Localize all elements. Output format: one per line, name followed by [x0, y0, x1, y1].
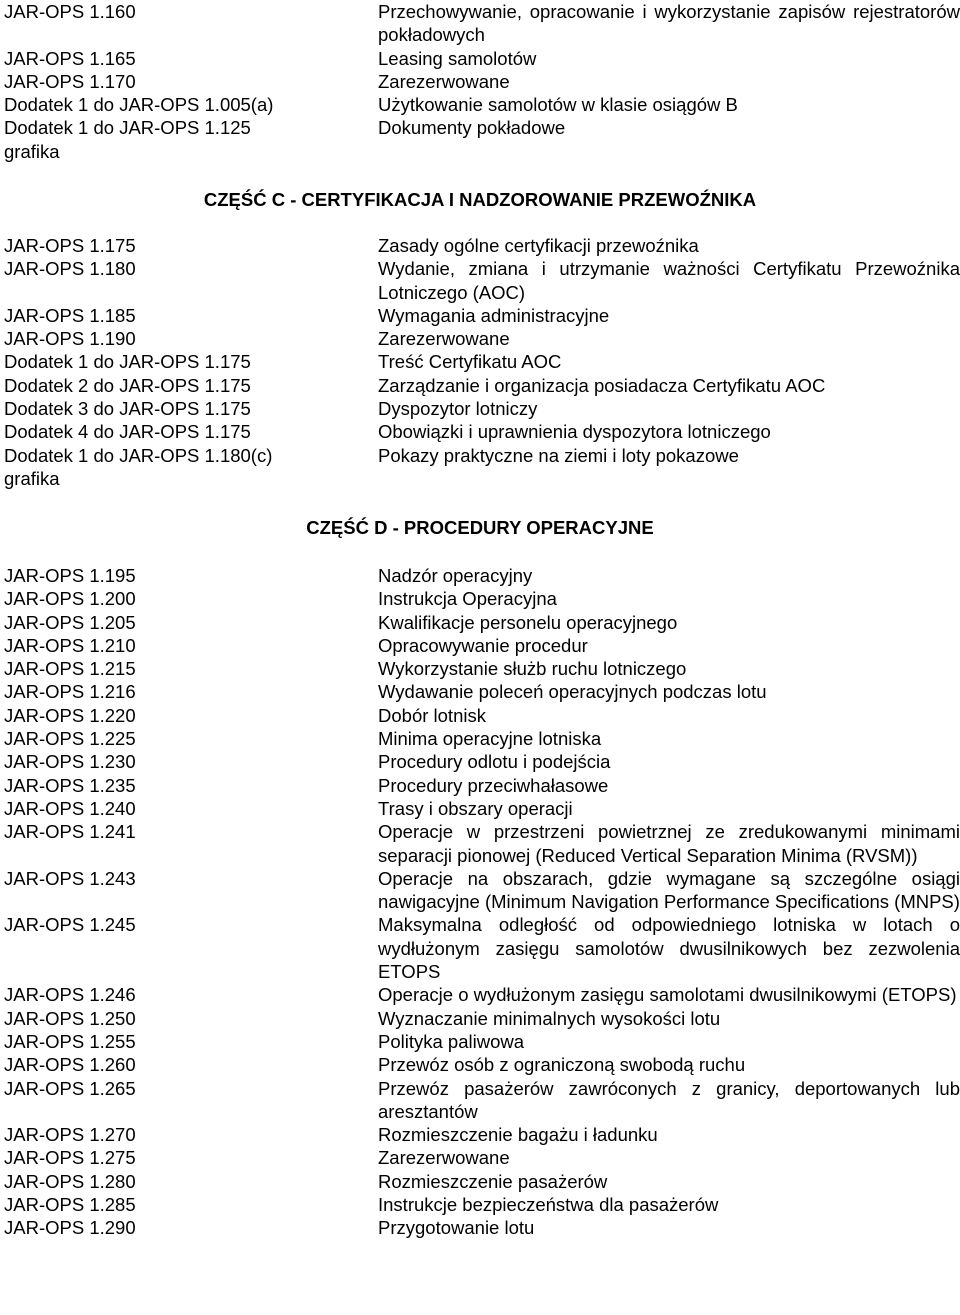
- toc-row: [4, 93, 960, 116]
- toc-row-title: Leasing samolotów: [378, 47, 537, 69]
- toc-row: [4, 820, 960, 867]
- toc-row-title: Zarządzanie i organizacja posiadacza Certyfikatu AOC: [378, 374, 826, 396]
- toc-row: [4, 1007, 960, 1030]
- toc-row-title: Nadzór operacyjny: [378, 565, 533, 586]
- toc-row-title: Polityka paliwowa: [378, 1030, 525, 1052]
- toc-row-reference: JAR-OPS 1.165: [4, 47, 136, 69]
- toc-row-reference: JAR-OPS 1.280: [4, 1170, 136, 1192]
- toc-row: [4, 657, 960, 680]
- toc-row-title: Wydanie, zmiana i utrzymanie ważności Certyfikatu Przewoźnika Lotniczego (AOC): [378, 258, 960, 303]
- part-c-entries: [4, 234, 960, 490]
- toc-row-reference: JAR-OPS 1.160: [4, 1, 136, 22]
- toc-row-reference: JAR-OPS 1.290: [4, 1217, 136, 1239]
- toc-row-title: Obowiązki i uprawnienia dyspozytora lotniczego: [378, 421, 771, 443]
- toc-row-title: Wymagania administracyjne: [378, 304, 610, 326]
- toc-row-reference: JAR-OPS 1.245: [4, 914, 136, 936]
- toc-row: [4, 140, 960, 163]
- toc-row: [4, 634, 960, 657]
- toc-row: [4, 1053, 960, 1076]
- toc-row: [4, 444, 960, 467]
- toc-row-title: Procedury przeciwhałasowe: [378, 774, 609, 796]
- toc-row-title: Opracowywanie procedur: [378, 634, 588, 656]
- toc-row-title: Operacje o wydłużonym zasięgu samolotami dwusilnikowymi (ETOPS): [378, 984, 957, 1006]
- top-entries: [4, 0, 960, 163]
- toc-row-reference: JAR-OPS 1.175: [4, 235, 136, 256]
- part-c-heading: CZĘŚĆ C - CERTYFIKACJA I NADZOROWANIE PRZEWOŹNIKA: [203, 189, 757, 210]
- toc-row: [4, 304, 960, 327]
- toc-row-reference: JAR-OPS 1.220: [4, 704, 136, 726]
- toc-row: [4, 1193, 960, 1216]
- toc-row: [4, 913, 960, 983]
- toc-row: [4, 467, 960, 490]
- toc-row: [4, 1123, 960, 1146]
- toc-row-title: Instrukcja Operacyjna: [378, 588, 557, 610]
- toc-row: [4, 70, 960, 93]
- toc-row-title: Trasy i obszary operacji: [378, 797, 573, 819]
- toc-row: [4, 1077, 960, 1124]
- toc-row-reference: JAR-OPS 1.180: [4, 258, 136, 280]
- toc-row-title: Zarezerwowane: [378, 70, 510, 92]
- toc-row-title: Dokumenty pokładowe: [378, 117, 566, 139]
- toc-row-title: Przechowywanie, opracowanie i wykorzystanie zapisów rejestratorów pokładowych: [378, 1, 960, 46]
- toc-row: [4, 1170, 960, 1193]
- toc-row-title: Przewóz osób z ograniczoną swobodą ruchu: [378, 1054, 746, 1076]
- toc-row-title: Operacje w przestrzeni powietrznej ze zredukowanymi minimami separacji pionowej (Reduced Vertical Separation Minima (RVSM)): [378, 821, 960, 866]
- toc-row-title: Przygotowanie lotu: [378, 1217, 535, 1239]
- toc-row-title: Operacje na obszarach, gdzie wymagane są szczególne osiągi nawigacyjne (Minimum Navigation Performance Specifications (MNPS): [378, 867, 960, 913]
- toc-row-title: Wyznaczanie minimalnych wysokości lotu: [378, 1007, 721, 1029]
- toc-row-reference: Dodatek 2 do JAR-OPS 1.175: [4, 374, 251, 396]
- part-d-heading: CZĘŚĆ D - PROCEDURY OPERACYJNE: [306, 517, 654, 538]
- toc-row: [4, 350, 960, 373]
- toc-row: [4, 587, 960, 610]
- toc-row-title: Rozmieszczenie bagażu i ładunku: [378, 1124, 658, 1146]
- toc-row-reference: JAR-OPS 1.255: [4, 1030, 136, 1052]
- toc-row-reference: Dodatek 4 do JAR-OPS 1.175: [4, 421, 251, 443]
- toc-row-reference: JAR-OPS 1.225: [4, 728, 136, 750]
- toc-row-reference: grafika: [4, 140, 60, 162]
- toc-row-reference: Dodatek 1 do JAR-OPS 1.175: [4, 351, 251, 373]
- toc-row-reference: JAR-OPS 1.170: [4, 70, 136, 92]
- toc-row-title: Dobór lotnisk: [378, 704, 486, 726]
- toc-row-reference: Dodatek 1 do JAR-OPS 1.125: [4, 117, 251, 139]
- toc-row-reference: JAR-OPS 1.246: [4, 984, 136, 1006]
- toc-row-reference: JAR-OPS 1.210: [4, 634, 136, 656]
- toc-row-title: Kwalifikacje personelu operacyjnego: [378, 611, 678, 633]
- toc-row: [4, 47, 960, 70]
- toc-row-reference: grafika: [4, 467, 60, 489]
- toc-row-reference: JAR-OPS 1.270: [4, 1124, 136, 1146]
- toc-row-reference: Dodatek 3 do JAR-OPS 1.175: [4, 398, 251, 420]
- toc-row-reference: JAR-OPS 1.205: [4, 611, 136, 633]
- toc-row: [4, 680, 960, 703]
- toc-row-title: Instrukcje bezpieczeństwa dla pasażerów: [378, 1194, 719, 1216]
- toc-row: [4, 1216, 960, 1239]
- toc-row: [4, 116, 960, 139]
- toc-row-reference: JAR-OPS 1.241: [4, 821, 136, 843]
- toc-row-reference: JAR-OPS 1.240: [4, 797, 136, 819]
- part-d-entries: [4, 564, 960, 1240]
- toc-row: [4, 1030, 960, 1053]
- toc-row: [4, 983, 960, 1006]
- toc-row-title: Zarezerwowane: [378, 1147, 510, 1169]
- toc-row: [4, 374, 960, 397]
- toc-row-reference: JAR-OPS 1.235: [4, 774, 136, 796]
- toc-row: [4, 774, 960, 797]
- toc-row-reference: JAR-OPS 1.285: [4, 1194, 136, 1216]
- toc-row-title: Rozmieszczenie pasażerów: [378, 1170, 608, 1192]
- toc-row: [4, 327, 960, 350]
- toc-row-reference: JAR-OPS 1.260: [4, 1054, 136, 1076]
- toc-row-title: Procedury odlotu i podejścia: [378, 751, 611, 773]
- toc-row-title: Wydawanie poleceń operacyjnych podczas lotu: [378, 681, 767, 703]
- toc-row-reference: JAR-OPS 1.243: [4, 867, 136, 889]
- toc-row-reference: JAR-OPS 1.200: [4, 588, 136, 610]
- toc-row: [4, 797, 960, 820]
- toc-row: [4, 727, 960, 750]
- toc-row: [4, 704, 960, 727]
- toc-row-reference: JAR-OPS 1.216: [4, 681, 136, 703]
- toc-row: [4, 234, 960, 257]
- toc-row-reference: JAR-OPS 1.185: [4, 304, 136, 326]
- toc-row-title: Minima operacyjne lotniska: [378, 728, 602, 750]
- toc-row-reference: Dodatek 1 do JAR-OPS 1.180(c): [4, 444, 273, 466]
- toc-row-title: Zarezerwowane: [378, 328, 510, 350]
- toc-row: [4, 564, 960, 587]
- toc-row-reference: JAR-OPS 1.195: [4, 565, 136, 586]
- toc-row-reference: JAR-OPS 1.275: [4, 1147, 136, 1169]
- toc-row-title: Pokazy praktyczne na ziemi i loty pokazowe: [378, 444, 739, 466]
- toc-row-title: Maksymalna odległość od odpowiedniego lotniska w lotach o wydłużonym zasięgu samolotów dwusilnikowych bez zezwolenia ETOPS: [378, 914, 960, 983]
- toc-row-title: Dyspozytor lotniczy: [378, 398, 538, 420]
- toc-row: [4, 867, 960, 914]
- toc-row-title: Zasady ogólne certyfikacji przewoźnika: [378, 235, 699, 256]
- toc-row-reference: JAR-OPS 1.265: [4, 1077, 136, 1099]
- toc-row: [4, 397, 960, 420]
- toc-row: [4, 1146, 960, 1169]
- toc-row: [4, 750, 960, 773]
- toc-row-title: Przewóz pasażerów zawróconych z granicy, deportowanych lub aresztantów: [378, 1077, 960, 1122]
- toc-row: [4, 0, 960, 47]
- toc-row-title: Treść Certyfikatu AOC: [378, 351, 562, 373]
- toc-row-reference: JAR-OPS 1.215: [4, 658, 136, 680]
- toc-row: [4, 611, 960, 634]
- toc-row-reference: JAR-OPS 1.230: [4, 751, 136, 773]
- toc-row: [4, 420, 960, 443]
- toc-row: [4, 257, 960, 304]
- toc-row-title: Wykorzystanie służb ruchu lotniczego: [378, 658, 687, 680]
- toc-row-title: Użytkowanie samolotów w klasie osiągów B: [378, 94, 738, 116]
- toc-row-reference: JAR-OPS 1.250: [4, 1007, 136, 1029]
- toc-row-reference: Dodatek 1 do JAR-OPS 1.005(a): [4, 94, 274, 116]
- toc-row-reference: JAR-OPS 1.190: [4, 328, 136, 350]
